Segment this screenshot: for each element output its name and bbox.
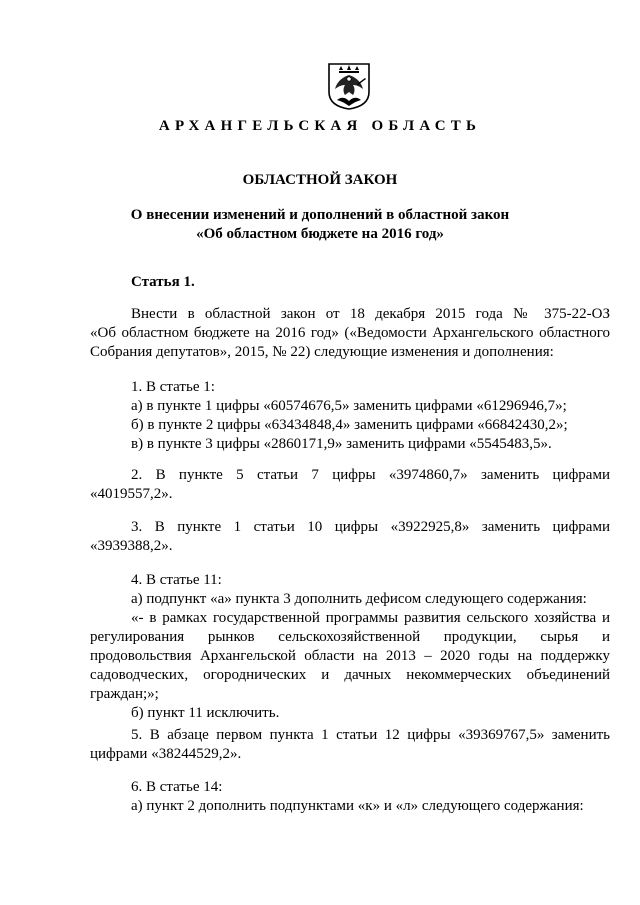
item-6-a: а) пункт 2 дополнить подпунктами «к» и «л» следующего содержания: (131, 798, 584, 814)
intro-line-1: Внести в областной закон от 18 декабря 2015 года № 375-22-ОЗ (131, 306, 610, 322)
item-3-line-1: 3. В пункте 1 статьи 10 цифры «3922925,8» заменить цифрами (131, 519, 610, 535)
item-4 (90, 571, 610, 723)
item-4-heading: 4. В статье 11: (131, 572, 222, 588)
law-title-line-1: О внесении изменений и дополнений в областной закон (130, 207, 510, 223)
law-title-line-2: «Об областном бюджете на 2016 год» (196, 226, 444, 242)
item-1-c: в) в пункте 3 цифры «2860171,9» заменить цифрами «5545483,5». (131, 436, 552, 452)
item-2-line-2: «4019557,2». (90, 486, 173, 502)
item-1-b: б) в пункте 2 цифры «63434848,4» заменить цифрами «66842430,2»; (131, 417, 568, 433)
item-5 (90, 726, 610, 764)
item-4-quote-line-4: садоводческих, огороднических и дачных некоммерческих объединений (90, 667, 610, 683)
region-name: АРХАНГЕЛЬСКАЯ ОБЛАСТЬ (158, 118, 482, 134)
coat-of-arms-icon (327, 62, 371, 110)
intro-line-2: «Об областном бюджете на 2016 год» («Ведомости Архангельского областного (90, 325, 610, 341)
intro-line-3: Собрания депутатов», 2015, № 22) следующие изменения и дополнения: (90, 344, 554, 360)
item-2-line-1: 2. В пункте 5 статьи 7 цифры «3974860,7» заменить цифрами (131, 467, 610, 483)
document-type: ОБЛАСТНОЙ ЗАКОН (242, 172, 398, 188)
item-4-a: а) подпункт «а» пункта 3 дополнить дефисом следующего содержания: (131, 591, 587, 607)
item-1-heading: 1. В статье 1: (131, 379, 215, 395)
item-4-b: б) пункт 11 исключить. (131, 705, 280, 721)
item-4-quote-line-3: продовольствия Архангельской области на 2013 – 2020 годы на поддержку (90, 648, 610, 664)
item-6-heading: 6. В статье 14: (131, 779, 223, 795)
intro-paragraph (90, 305, 610, 362)
item-1-a: а) в пункте 1 цифры «60574676,5» заменить цифрами «61296946,7»; (131, 398, 567, 414)
item-4-quote-line-1: «- в рамках государственной программы развития сельского хозяйства и (131, 610, 610, 626)
law-title (0, 206, 640, 244)
item-3-line-2: «3939388,2». (90, 538, 173, 554)
item-3 (90, 518, 610, 556)
item-6 (90, 778, 610, 816)
article-heading: Статья 1. (131, 274, 195, 290)
item-5-line-1: 5. В абзаце первом пункта 1 статьи 12 цифры «39369767,5» заменить (131, 727, 610, 743)
item-4-quote-line-5: граждан;»; (90, 686, 159, 702)
item-4-quote-line-2: регулирования рынков сельскохозяйственной продукции, сырья и (90, 629, 610, 645)
item-1 (90, 378, 610, 454)
item-2 (90, 466, 610, 504)
item-5-line-2: цифрами «38244529,2». (90, 746, 242, 762)
